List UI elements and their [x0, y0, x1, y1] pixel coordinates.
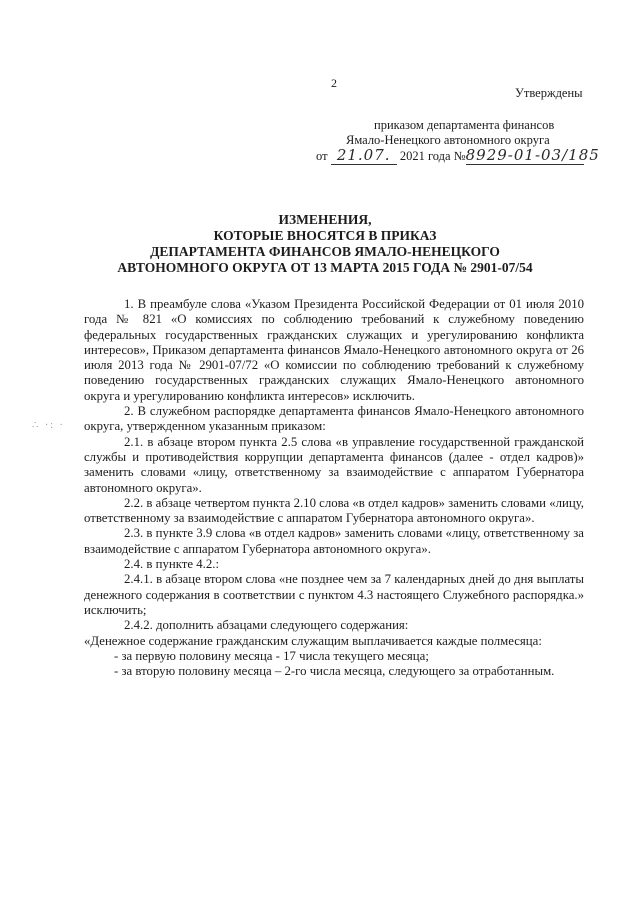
document-title [60, 212, 590, 276]
paragraph-2-1: 2.1. в абзаце втором пункта 2.5 слова «в управление государственной гражданской службы и противодействия коррупции департамента финансов (далее - отдел кадров)» заменить словами «лицу, ответственному за взаимодействие с аппаратом Губернатора автономного округа». [84, 434, 584, 495]
paragraph-2-4-2: 2.4.2. дополнить абзацами следующего содержания: [124, 618, 409, 633]
paragraph-2: 2. В служебном распорядке департамента финансов Ямало-Ненецкого автономного округа, утвержденном указанным приказом: [84, 404, 584, 434]
document-body [84, 297, 584, 679]
paragraph-2-4: 2.4. в пункте 4.2.: [124, 557, 220, 572]
scan-artifact: ∴ ·: · [32, 420, 65, 431]
title-line: ИЗМЕНЕНИЯ, [278, 212, 372, 227]
quote-line-2: - за первую половину месяца - 17 числа текущего месяца; [114, 648, 429, 663]
paragraph-2-4-1: 2.4.1. в абзаце втором слова «не позднее чем за 7 календарных дней до дня выплаты денежного содержания в соответствии с пунктом 4.3 настоящего Служебного распорядка.» исключить; [84, 572, 584, 617]
approved-label: Утверждены [515, 86, 583, 100]
paragraph-2-3: 2.3. в пункте 3.9 слова «в отдел кадров» заменить словами «лицу, ответственному за взаимодействие с аппаратом Губернатора автономного округа». [84, 526, 584, 556]
from-label: от [316, 149, 328, 163]
title-line: КОТОРЫЕ ВНОСЯТСЯ В ПРИКАЗ [213, 228, 437, 243]
quote-line-3: - за вторую половину месяца – 2-го числа месяца, следующего за отработанным. [114, 664, 555, 679]
approval-order-line: приказом департамента финансов [374, 118, 555, 132]
page-number: 2 [331, 76, 337, 90]
approval-date-line [316, 146, 600, 165]
approval-region-line: Ямало-Ненецкого автономного округа [346, 133, 550, 147]
paragraph-1: 1. В преамбуле слова «Указом Президента Российской Федерации от 01 июля 2010 года № 821 «О комиссиях по соблюдению требований к служебному поведению федеральных государственных гражданских служащих и урегулированию конфликта интересов», Приказом департамента финансов Ямало-Ненецкого автономного округа от 26 июля 2013 года № 2901-07/72 «О комиссии по соблюдению требований к служебному поведению государственных гражданских служащих Ямало-Ненецкого автономного округа и урегулированию конфликта интересов» исключить. [84, 297, 584, 403]
quote-line-1: «Денежное содержание гражданским служащим выплачивается каждые полмесяца: [84, 633, 542, 648]
handwritten-number: 8929-01-03/185 [465, 146, 600, 164]
year-label: 2021 года № [399, 149, 466, 163]
handwritten-date: 21.07. [331, 148, 397, 165]
title-line: ДЕПАРТАМЕНТА ФИНАНСОВ ЯМАЛО-НЕНЕЦКОГО [150, 244, 500, 259]
paragraph-2-2: 2.2. в абзаце четвертом пункта 2.10 слова «в отдел кадров» заменить словами «лицу, ответственному за взаимодействие с аппаратом Губернатора автономного округа». [84, 495, 584, 526]
title-line: АВТОНОМНОГО ОКРУГА ОТ 13 МАРТА 2015 ГОДА № 2901-07/54 [117, 260, 533, 275]
